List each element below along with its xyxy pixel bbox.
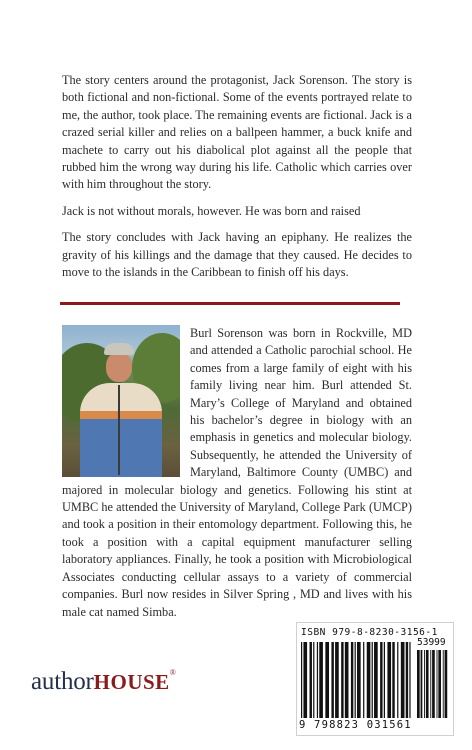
barcode-bar [392,642,394,718]
barcode-bar [335,642,339,718]
barcode-bar [401,642,405,718]
isbn-label: ISBN 979-8-8230-3156-1 [301,627,438,638]
barcode-bar [430,650,431,718]
barcode-bar [374,642,378,718]
synopsis-paragraph-3: The story concludes with Jack having an epiphany. He realizes the gravity of his killings and the damage that they caused. He decides to move to the islands in the Caribbean to finish off his days. [62,230,412,280]
barcode-bar [432,650,435,718]
barcode-bar [426,650,429,718]
barcode-bar [301,642,302,718]
barcode-bar [445,650,448,718]
synopsis-block [62,72,412,290]
barcode-bar [313,642,314,718]
barcode-bar [357,642,361,718]
barcode-bar [424,650,425,718]
barcode-bar [380,642,382,718]
barcode-bar [351,642,353,718]
synopsis-paragraph-2: Jack is not without morals, however. He was born and raised [62,203,361,218]
barcode-bar [372,642,373,718]
ean-digits: 9 798823 031561 [299,719,412,731]
barcode-bar [363,642,364,718]
barcode-bar [319,642,323,718]
barcode-bar [341,642,343,718]
barcode-bar [417,650,420,718]
price-code: 53999 [417,637,446,648]
author-photo [62,325,180,477]
barcode-bar [317,642,318,718]
barcode-bar [437,650,438,718]
barcode-bar [406,642,408,718]
barcode-bar [421,650,423,718]
synopsis-paragraph-1: The story centers around the protagonist, Jack Sorenson. The story is both fictional and non-fictional. Some of the events portrayed relate to me, the author, took place. The remaining events are fictional. Jack is a crazed serial killer and relies on a ballpeen hammer, a buck knife and machete to carry out his diabolical plot against all the people that rubbed him the wrong way during his life. Catholic which carries over with him throughout the story. [62,73,412,192]
barcode-bar [384,642,385,718]
barcode-bar [397,642,398,718]
addon-barcode-bars [417,650,449,718]
barcode-bar [355,642,356,718]
barcode-bar [438,650,441,718]
author-bio-text: Burl Sorenson was born in Rockville, MD and attended a Catholic parochial school. He comes from a large family of eight with his family living near him. Burl attended St. Mary’s College of Maryland and obtained his bachelor’s degree in biology with an emphasis in genetics and molecular biology. Subsequently, he attended the University of Maryland, Baltimore County (UMBC) and majored in molecular biology and genetics. Following his stint at UMBC he attended the University of Maryland, College Park (UMCP) and took a position in their entomology department. Following this, he took a position with a capital equipment manufacturer selling laboratory appliances. Finally, he took a position with Microbiological Associates conducting cellular assays to a variety of commercial companies. Burl now resides in Silver Spring , MD and lives with his male cat named Simba. [62,326,412,619]
publisher-logo: authorHOUSE® [31,668,176,695]
barcode-bar [303,642,307,718]
author-bio-block [62,325,412,621]
section-divider [60,302,400,305]
barcode-bar [443,650,444,718]
barcode-bar [409,642,410,718]
barcode-bar [345,642,349,718]
barcode-bar [387,642,391,718]
barcode-bars [301,642,413,718]
barcode-bar [325,642,329,718]
barcode-bar [367,642,371,718]
barcode-bar [310,642,312,718]
isbn-barcode [296,622,454,736]
barcode-bar [331,642,333,718]
